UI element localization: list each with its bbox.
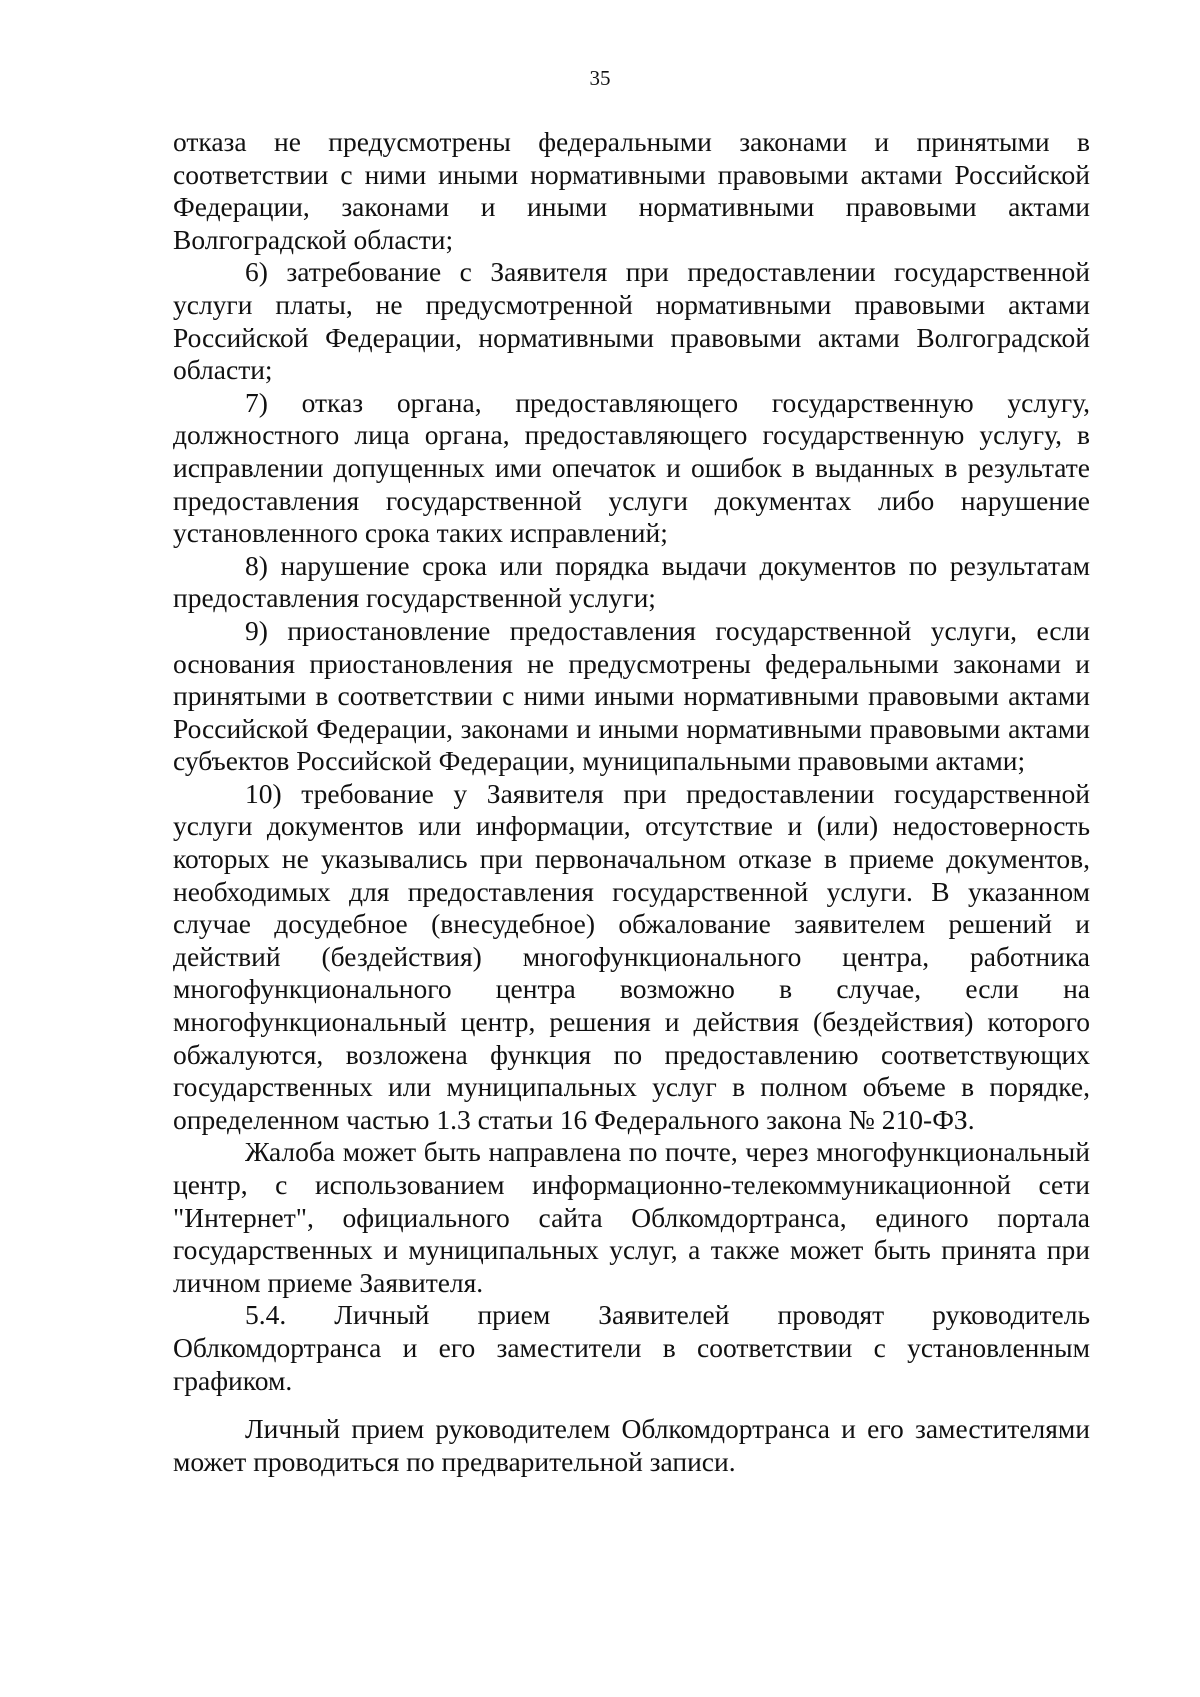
paragraph-personal-reception: Личный прием руководителем Облкомдортранса и его заместителями может проводиться по предварительной записи.	[173, 1413, 1090, 1477]
paragraph-item-6: 6) затребование с Заявителя при предоставлении государственной услуги платы, не предусмотренной нормативными правовыми актами Российской Федерации, нормативными правовыми актами Волгоградской области;	[173, 256, 1090, 386]
document-body	[173, 126, 1090, 1478]
paragraph-item-10: 10) требование у Заявителя при предоставлении государственной услуги документов или информации, отсутствие и (или) недостоверность которых не указывались при первоначальном отказе в приеме документов, необходимых для предоставления государственной услуги. В указанном случае досудебное (внесудебное) обжалование заявителем решений и действий (бездействия) многофункционального центра, работника многофункционального центра возможно в случае, если на многофункциональный центр, решения и действия (бездействия) которого обжалуются, возложена функция по предоставлению соответствующих государственных или муниципальных услуг в полном объеме в порядке, определенном частью 1.3 статьи 16 Федерального закона № 210-ФЗ.	[173, 777, 1090, 1135]
paragraph-continuation: отказа не предусмотрены федеральными законами и принятыми в соответствии с ними иными нормативными правовыми актами Российской Федерации, законами и иными нормативными правовыми актами Волгоградской области;	[173, 126, 1090, 255]
paragraph-item-7: 7) отказ органа, предоставляющего государственную услугу, должностного лица органа, предоставляющего государственную услугу, в исправлении допущенных ими опечаток и ошибок в выданных в результате предоставления государственной услуги документах либо нарушение установленного срока таких исправлений;	[173, 386, 1090, 549]
paragraph-section-5-4: 5.4. Личный прием Заявителей проводят руководитель Облкомдортранса и его заместители в соответствии с установленным графиком.	[173, 1299, 1090, 1396]
paragraph-item-9: 9) приостановление предоставления государственной услуги, если основания приостановления не предусмотрены федеральными законами и принятыми в соответствии с ними иными нормативными правовыми актами Российской Федерации, законами и иными нормативными правовыми актами субъектов Российской Федерации, муниципальными правовыми актами;	[173, 614, 1090, 777]
page-number: 35	[589, 66, 611, 90]
paragraph-complaint-channels: Жалоба может быть направлена по почте, через многофункциональный центр, с использованием информационно-телекоммуникационной сети "Интернет", официального сайта Облкомдортранса, единого портала государственных и муниципальных услуг, а также может быть принята при личном приеме Заявителя.	[173, 1136, 1090, 1298]
paragraph-item-8: 8) нарушение срока или порядка выдачи документов по результатам предоставления государственной услуги;	[173, 549, 1090, 614]
